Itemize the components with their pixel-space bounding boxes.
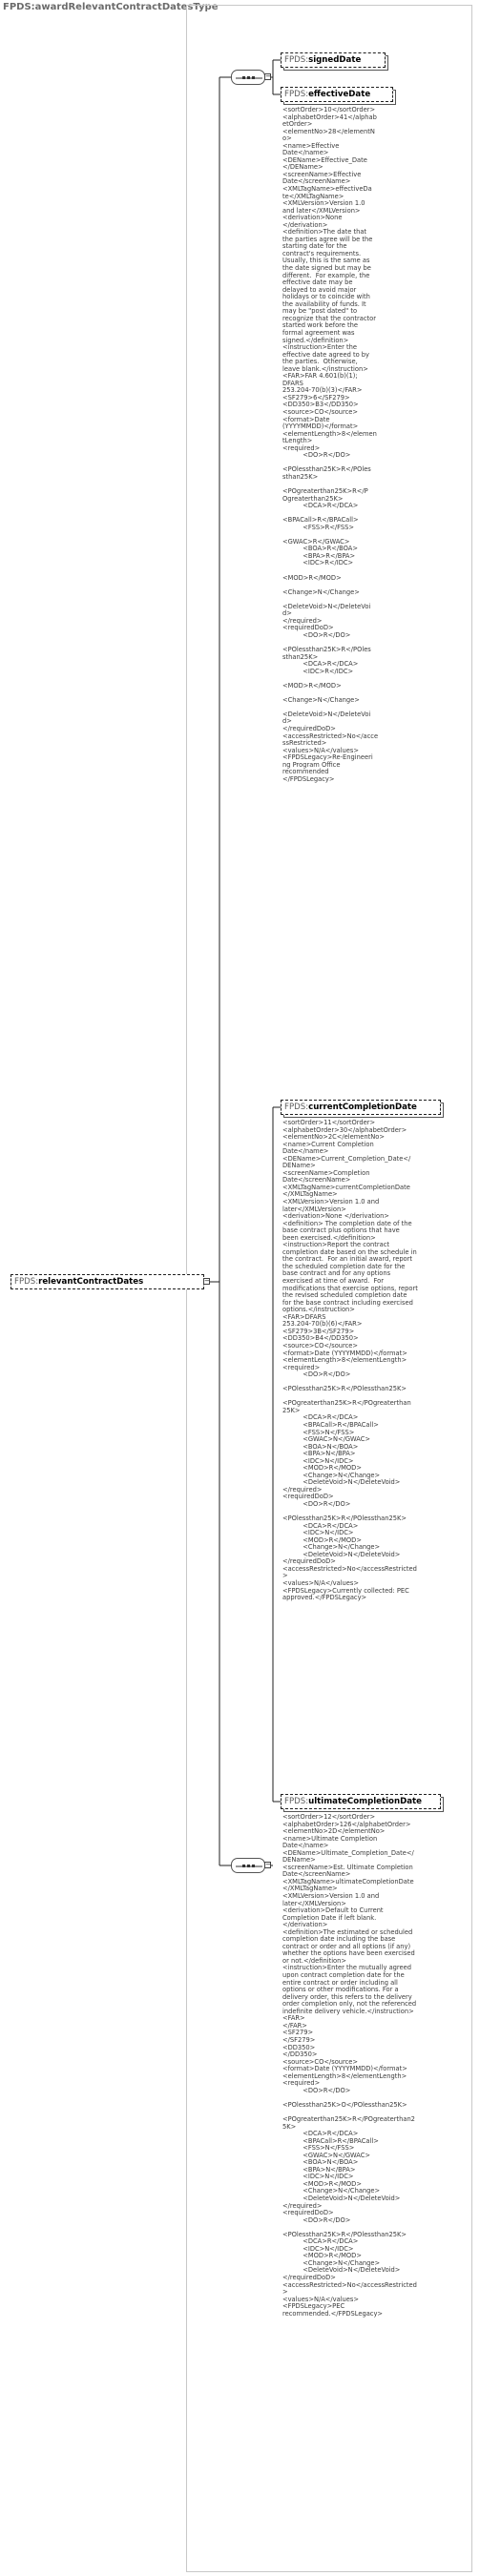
element-name: currentCompletionDate — [308, 1103, 417, 1112]
sequence-compositor-icon[interactable] — [231, 70, 265, 85]
element-currentCompletionDate[interactable] — [281, 1100, 441, 1115]
element-signedDate[interactable] — [281, 52, 386, 68]
element-name: effectiveDate — [308, 90, 371, 99]
element-effectiveDate[interactable] — [281, 87, 393, 102]
element-namespace: FPDS: — [284, 90, 309, 99]
element-namespace: FPDS: — [284, 1103, 309, 1112]
type-title: FPDS:awardRelevantContractDatesType — [3, 2, 219, 12]
element-namespace: FPDS: — [284, 55, 309, 65]
element-ultimateCompletionDate[interactable] — [281, 1794, 441, 1809]
expand-plus-icon[interactable]: − — [204, 1277, 210, 1285]
documentation-effectiveDate: <sortOrder>10</sortOrder> <alphabetOrder>41</alphab etOrder> <elementNo>28</elementN o> <name>Effective Date</name> <DEName>Effective_Date </DEName> <screenName>Effective Date</screenName> <XMLTagName>effectiveDa te</XMLTagName> <XMLVersion>Version 1.0 and later</XMLVersion> <derivation>None </derivation> <definition>The date that the parties agree will be the starting date for the contract's requirements. Usually, this is the same as the date signed but may be different. For example, the effective date may be delayed to avoid major holidays or to coincide with the availability of funds. It may be "post dated" to recognize that the contractor started work before the formal agreement was signed.</definition> <instruction>Enter the effective date agreed to by the parties. Otherwise, leave blank.</instruction> <FAR>FAR 4.601(b)(1); DFARS 253.204-70(b)(3)</FAR> <SF279>6</SF279> <DD350>B3</DD350> <source>CO</source> <format>Date (YYYYMMDD)</format> <elementLength>8</elemen tLength> <required> <DO>R</DO> <POlessthan25K>R</POles sthan25K> <POgreaterthan25K>R</P Ogreaterthan25K> <DCA>R</DCA> <BPACall>R</BPACall> <FSS>R</FSS> <GWAC>R</GWAC> <BOA>R</BOA> <BPA>R</BPA> <IDC>R</IDC> <MOD>R</MOD> <Change>N</Change> <DeleteVoid>N</DeleteVoi d> </required> <requiredDoD> <DO>R</DO> <POlessthan25K>R</POles sthan25K> <DCA>R</DCA> <IDC>R</IDC> <MOD>R</MOD> <Change>N</Change> <DeleteVoid>N</DeleteVoi d> </requiredDoD> <accessRestricted>No</acce ssRestricted> <values>N/A</values> <FPDSLegacy>Re-Engineeri ng Program Office recommended </FPDSLegacy> — [282, 106, 379, 783]
element-name: ultimateCompletionDate — [308, 1797, 422, 1806]
collapse-minus-icon[interactable]: − — [265, 1861, 271, 1868]
sequence-compositor-icon[interactable] — [231, 1858, 265, 1873]
documentation-ultimateCompletionDate: <sortOrder>12</sortOrder> <alphabetOrder>126</alphabetOrder> <elementNo>2D</elementNo> <name>Ultimate Completion Date</name> <DEName>Ultimate_Completion_Date</ DEName> <screenName>Est. Ultimate Completion Date</screenName> <XMLTagName>ultimateCompletionDate </XMLTagName> <XMLVersion>Version 1.0 and later</XMLVersion> <derivation>Default to Current Completion Date if left blank. </derivation> <definition>The estimated or scheduled completion date including the base contract or order and all options (if any) whether the options have been exercised or not.</definition> <instruction>Enter the mutually agreed upon contract completion date for the entire contract or order including all options or other modifications. For a delivery order, this refers to the delivery order completion only, not the referenced indefinite delivery vehicle.</instruction> <FAR> </FAR> <SF279> </SF279> <DD350> </DD350> <source>CO</source> <format>Date (YYYYMMDD)</format> <elementLength>8</elementLength> <required> <DO>R</DO> <POlessthan25K>O</POlessthan25K> <POgreaterthan25K>R</POgreaterthan2 5K> <DCA>R</DCA> <BPACall>R</BPACall> <FSS>N</FSS> <GWAC>N</GWAC> <BOA>N</BOA> <BPA>N</BPA> <IDC>N</IDC> <MOD>R</MOD> <Change>N</Change> <DeleteVoid>N</DeleteVoid> </required> <requiredDoD> <DO>R</DO> <POlessthan25K>R</POlessthan25K> <DCA>R</DCA> <IDC>N</IDC> <MOD>R</MOD> <Change>N</Change> <DeleteVoid>N</DeleteVoid> </requiredDoD> <accessRestricted>No</accessRestricted > <values>N/A</values> <FPDSLegacy>PEC recommended.</FPDSLegacy> — [282, 1813, 417, 2318]
root-name: relevantContractDates — [38, 1277, 144, 1287]
root-namespace: FPDS: — [14, 1277, 39, 1287]
element-namespace: FPDS: — [284, 1797, 309, 1806]
documentation-currentCompletionDate: <sortOrder>11</sortOrder> <alphabetOrder>30</alphabetOrder> <elementNo>2C</elementNo> <name>Current Completion Date</name> <DEName>Current_Completion_Date</ DEName> <screenName>Completion Date</screenName> <XMLTagName>currentCompletionDate </XMLTagName> <XMLVersion>Version 1.0 and later</XMLVersion> <derivation>None </derivation> <definition> The completion date of the base contract plus options that have been exercised.</definition> <instruction>Report the contract completion date based on the schedule in the contract. For an initial award, report the scheduled completion date for the base contract and for any options exercised at time of award. For modifications that exercise options, report the revised scheduled completion date for the base contract including exercised options.</instruction> <FAR>DFARS 253.204-70(b)(6)</FAR> <SF279>3B</SF279> <DD350>B4</DD350> <source>CO</source> <format>Date (YYYYMMDD)</format> <elementLength>8</elementLength> <required> <DO>R</DO> <POlessthan25K>R</POlessthan25K> <POgreaterthan25K>R</POgreaterthan 25K> <DCA>R</DCA> <BPACall>R</BPACall> <FSS>N</FSS> <GWAC>N</GWAC> <BOA>N</BOA> <BPA>N</BPA> <IDC>N</IDC> <MOD>R</MOD> <Change>N</Change> <DeleteVoid>N</DeleteVoid> </required> <requiredDoD> <DO>R</DO> <POlessthan25K>R</POlessthan25K> <DCA>R</DCA> <IDC>N</IDC> <MOD>R</MOD> <Change>N</Change> <DeleteVoid>N</DeleteVoid> </requiredDoD> <accessRestricted>No</accessRestricted > <values>N/A</values> <FPDSLegacy>Currently collected: PEC approved.</FPDSLegacy> — [282, 1119, 418, 1602]
root-element-relevantContractDates[interactable] — [10, 1274, 204, 1289]
element-name: signedDate — [308, 55, 362, 65]
collapse-minus-icon[interactable]: − — [265, 72, 271, 80]
